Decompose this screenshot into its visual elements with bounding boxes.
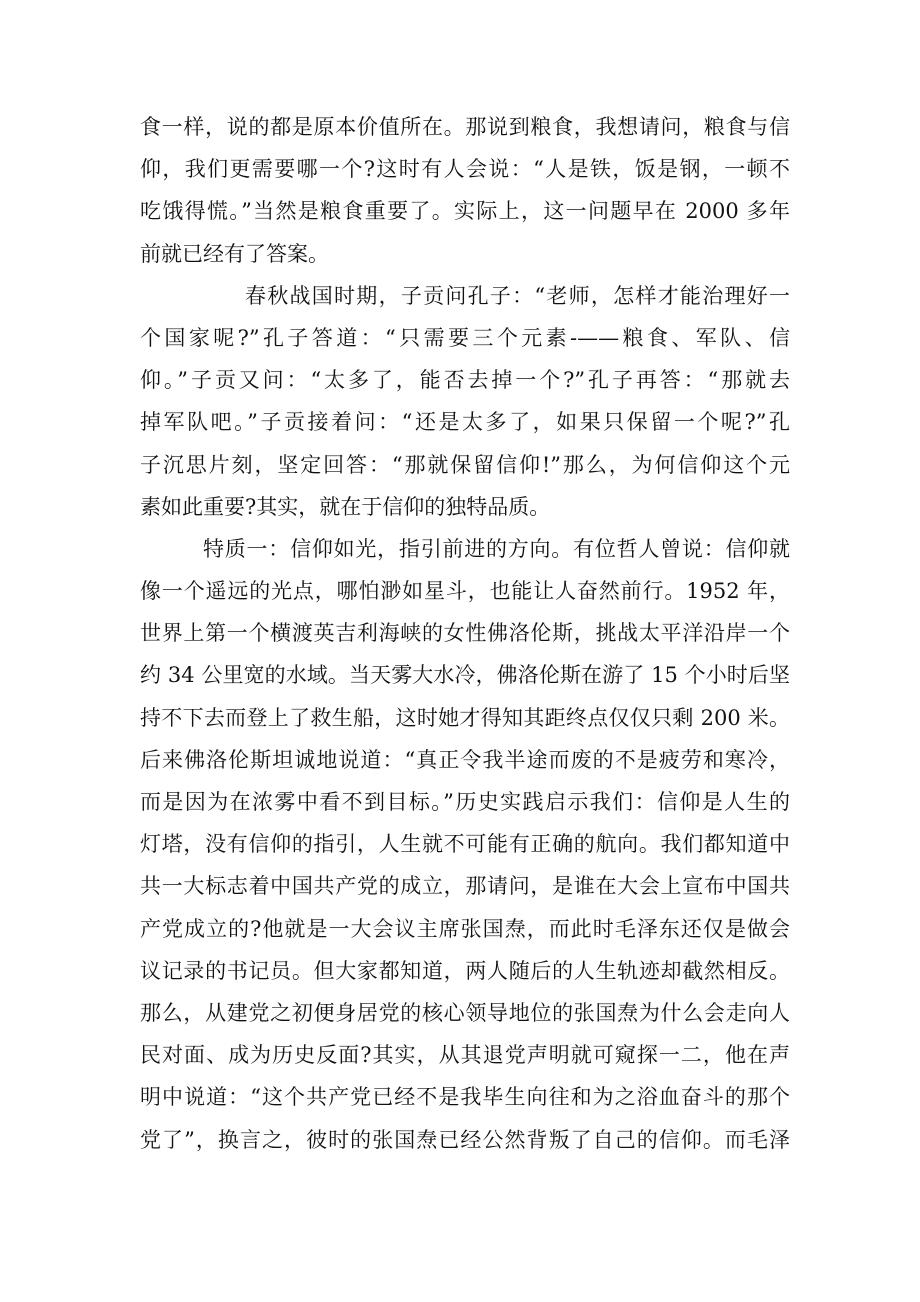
text-line: 素如此重要?其实，就在于信仰的独特品质。: [140, 494, 551, 519]
text-line: 食一样，说的都是原本价值所在。那说到粮食，我想请问，粮食与信: [140, 115, 790, 139]
text-line: 像一个遥远的光点，哪怕渺如星斗，也能让人奋然前行。1952 年，: [140, 579, 790, 604]
text-line: 党了”，换言之，彼时的张国焘已经公然背叛了自己的信仰。而毛泽: [140, 1127, 790, 1152]
text-line: 子沉思片刻，坚定回答：“那就保留信仰!”那么，为何信仰这个元: [140, 452, 790, 477]
paragraph: [140, 106, 790, 275]
text-line: 前就已经有了答案。: [140, 241, 329, 266]
text-line: 仰，我们更需要哪一个?这时有人会说：“人是铁，饭是钢，一顿不: [140, 157, 790, 182]
text-line: 持不下去而登上了救生船，这时她才得知其距终点仅仅只剩 200 米。: [140, 705, 790, 730]
paragraph: [140, 275, 790, 528]
text-line: 吃饿得慌。”当然是粮食重要了。实际上，这一问题早在 2000 多年: [140, 199, 790, 224]
text-line: 共一大标志着中国共产党的成立，那请问，是谁在大会上宣布中国共: [140, 874, 790, 899]
text-line: 仰。”子贡又问：“太多了，能否去掉一个?”孔子再答：“那就去: [140, 368, 790, 393]
text-line: 灯塔，没有信仰的指引，人生就不可能有正确的航向。我们都知道中: [140, 832, 790, 857]
text-line: 议记录的书记员。但大家都知道，两人随后的人生轨迹却截然相反。: [140, 958, 790, 983]
text-line: 个国家呢?”孔子答道：“只需要三个元素-——粮食、军队、信: [140, 325, 790, 350]
text-line: 春秋战国时期，子贡问孔子：“老师，怎样才能治理好一: [245, 283, 790, 308]
text-line: 约 34 公里宽的水域。当天雾大水冷，佛洛伦斯在游了 15 个小时后坚: [140, 663, 790, 688]
text-line: 民对面、成为历史反面?其实，从其退党声明就可窥探一二，他在声: [140, 1043, 790, 1068]
text-line: 掉军队吧。”子贡接着问：“还是太多了，如果只保留一个呢?”孔: [140, 410, 790, 435]
text-line: 而是因为在浓雾中看不到目标。”历史实践启示我们：信仰是人生的: [140, 790, 790, 814]
text-line: 世界上第一个横渡英吉利海峡的女性佛洛伦斯，挑战太平洋沿岸一个: [140, 621, 790, 646]
text-line: 产党成立的?他就是一大会议主席张国焘，而此时毛泽东还仅是做会: [140, 916, 790, 941]
paragraph: [140, 528, 790, 1161]
text-line: 那么，从建党之初便身居党的核心领导地位的张国焘为什么会走向人: [140, 1000, 790, 1025]
text-line: 后来佛洛伦斯坦诚地说道：“真正令我半途而废的不是疲劳和寒冷，: [140, 747, 790, 772]
text-line: 特质一：信仰如光，指引前进的方向。有位哲人曾说：信仰就: [203, 536, 790, 561]
body-text: [140, 106, 790, 1161]
text-line: 明中说道：“这个共产党已经不是我毕生向往和为之浴血奋斗的那个: [140, 1085, 790, 1110]
